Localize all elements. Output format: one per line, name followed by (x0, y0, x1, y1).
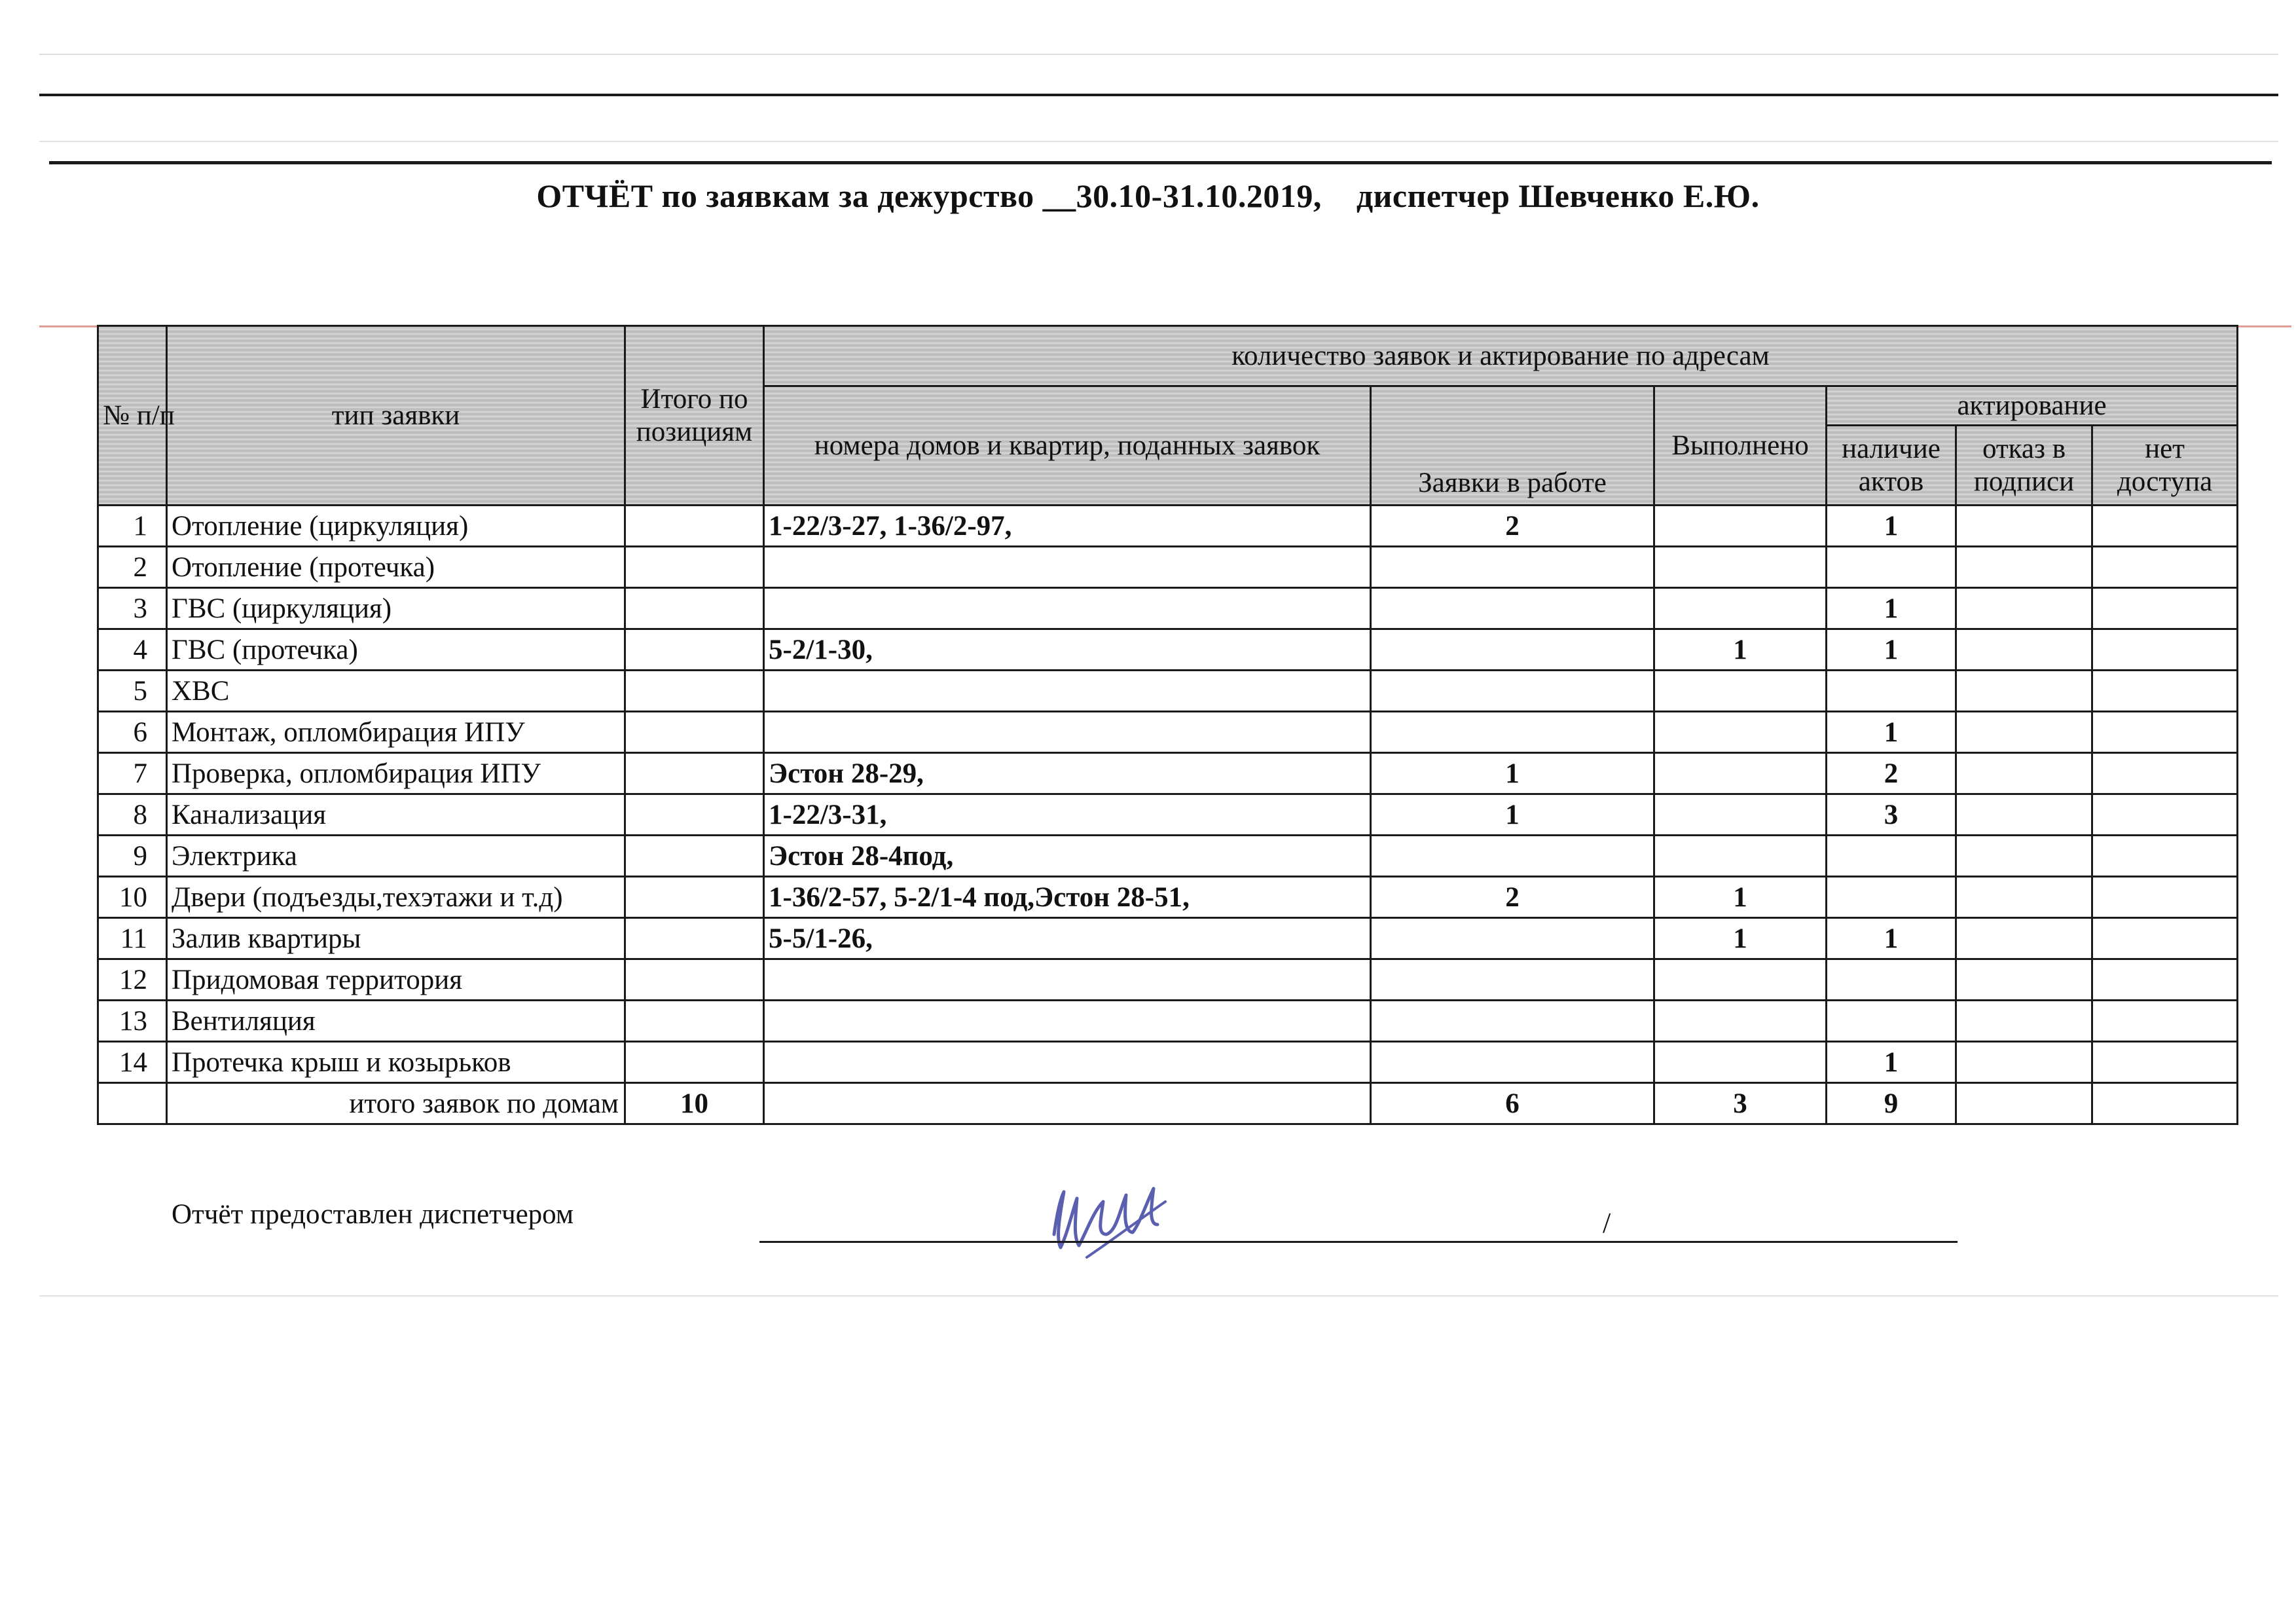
row-no-access (2092, 671, 2238, 712)
row-no-access (2092, 836, 2238, 877)
title-dispatcher: диспетчер Шевченко Е.Ю. (1356, 177, 1760, 214)
row-type: Отопление (циркуляция) (167, 506, 625, 547)
row-done (1654, 753, 1827, 794)
row-refused (1956, 794, 2092, 836)
row-no-access (2092, 712, 2238, 753)
row-total (625, 1001, 764, 1042)
row-total (625, 794, 764, 836)
totals-in-work: 6 (1371, 1083, 1654, 1124)
row-addresses: Эстон 28-29, (764, 753, 1371, 794)
row-type: Вентиляция (167, 1001, 625, 1042)
row-done (1654, 1042, 1827, 1083)
row-in-work (1371, 712, 1654, 753)
table-row (98, 1001, 2238, 1042)
row-done (1654, 836, 1827, 877)
row-total (625, 959, 764, 1001)
totals-no-access-empty (2092, 1083, 2238, 1124)
table-row (98, 836, 2238, 877)
row-addresses (764, 1001, 1371, 1042)
row-in-work (1371, 547, 1654, 588)
table-row (98, 506, 2238, 547)
header-acts-present: наличие актов (1827, 426, 1956, 506)
row-done: 1 (1654, 918, 1827, 959)
row-acts (1827, 959, 1956, 1001)
row-addresses: 5-2/1-30, (764, 629, 1371, 671)
row-type: ГВС (протечка) (167, 629, 625, 671)
row-addresses: 1-22/3-31, (764, 794, 1371, 836)
row-num: 2 (98, 547, 167, 588)
row-refused (1956, 959, 2092, 1001)
row-no-access (2092, 629, 2238, 671)
row-refused (1956, 506, 2092, 547)
row-refused (1956, 629, 2092, 671)
row-addresses (764, 1042, 1371, 1083)
row-in-work (1371, 918, 1654, 959)
report-table (97, 325, 2238, 1125)
row-acts (1827, 1001, 1956, 1042)
row-addresses (764, 712, 1371, 753)
title-period: __30.10-31.10.2019, (1042, 177, 1322, 214)
row-in-work (1371, 1042, 1654, 1083)
row-addresses (764, 547, 1371, 588)
row-in-work (1371, 1001, 1654, 1042)
row-acts: 1 (1827, 506, 1956, 547)
row-done: 1 (1654, 877, 1827, 918)
totals-row (98, 1083, 2238, 1124)
row-done (1654, 794, 1827, 836)
top-rule-2 (49, 161, 2272, 164)
row-type: ГВС (циркуляция) (167, 588, 625, 629)
row-in-work: 1 (1371, 794, 1654, 836)
row-acts (1827, 671, 1956, 712)
row-type: Электрика (167, 836, 625, 877)
row-refused (1956, 712, 2092, 753)
header-group: количество заявок и актирование по адресам (764, 326, 2238, 386)
signature-line (759, 1241, 1958, 1243)
totals-num-empty (98, 1083, 167, 1124)
row-addresses: 1-22/3-27, 1-36/2-97, (764, 506, 1371, 547)
row-total (625, 836, 764, 877)
table-row (98, 1042, 2238, 1083)
row-no-access (2092, 959, 2238, 1001)
row-in-work: 2 (1371, 506, 1654, 547)
scan-artifact (39, 141, 2278, 142)
row-done (1654, 588, 1827, 629)
row-total (625, 1042, 764, 1083)
row-refused (1956, 1001, 2092, 1042)
row-refused (1956, 836, 2092, 877)
row-acts: 1 (1827, 629, 1956, 671)
title-prefix: ОТЧЁТ по заявкам за дежурство (536, 177, 1034, 214)
row-in-work (1371, 671, 1654, 712)
row-total (625, 877, 764, 918)
row-total (625, 671, 764, 712)
row-in-work (1371, 588, 1654, 629)
header-refused: отказ в подписи (1956, 426, 2092, 506)
row-addresses (764, 959, 1371, 1001)
header-no-access: нет доступа (2092, 426, 2238, 506)
row-num: 5 (98, 671, 167, 712)
totals-acts: 9 (1827, 1083, 1956, 1124)
row-no-access (2092, 794, 2238, 836)
scan-artifact (39, 54, 2278, 55)
table-row (98, 712, 2238, 753)
row-type: Придомовая территория (167, 959, 625, 1001)
row-num: 14 (98, 1042, 167, 1083)
row-no-access (2092, 588, 2238, 629)
scan-artifact (39, 1295, 2278, 1297)
table-row (98, 918, 2238, 959)
totals-refused-empty (1956, 1083, 2092, 1124)
row-num: 9 (98, 836, 167, 877)
row-type: Залив квартиры (167, 918, 625, 959)
row-num: 11 (98, 918, 167, 959)
row-type: Отопление (протечка) (167, 547, 625, 588)
row-total (625, 753, 764, 794)
row-total (625, 918, 764, 959)
row-acts: 2 (1827, 753, 1956, 794)
row-addresses: Эстон 28-4под, (764, 836, 1371, 877)
table-row (98, 588, 2238, 629)
row-refused (1956, 1042, 2092, 1083)
row-refused (1956, 753, 2092, 794)
table-row (98, 753, 2238, 794)
row-in-work: 2 (1371, 877, 1654, 918)
row-total (625, 547, 764, 588)
row-done (1654, 671, 1827, 712)
row-num: 13 (98, 1001, 167, 1042)
table-row (98, 877, 2238, 918)
row-addresses (764, 671, 1371, 712)
header-total: Итого по позициям (625, 326, 764, 506)
row-num: 3 (98, 588, 167, 629)
row-in-work: 1 (1371, 753, 1654, 794)
header-in-work: Заявки в работе (1371, 386, 1654, 506)
row-acts: 1 (1827, 588, 1956, 629)
row-refused (1956, 918, 2092, 959)
row-no-access (2092, 877, 2238, 918)
totals-done: 3 (1654, 1083, 1827, 1124)
row-acts (1827, 877, 1956, 918)
row-num: 10 (98, 877, 167, 918)
table-row (98, 794, 2238, 836)
row-done (1654, 547, 1827, 588)
row-acts: 1 (1827, 712, 1956, 753)
signature-icon (1041, 1172, 1178, 1270)
row-acts: 1 (1827, 918, 1956, 959)
header-type: тип заявки (167, 326, 625, 506)
row-num: 1 (98, 506, 167, 547)
row-in-work (1371, 959, 1654, 1001)
row-done (1654, 959, 1827, 1001)
footer-label: Отчёт предоставлен диспетчером (172, 1199, 574, 1230)
row-in-work (1371, 836, 1654, 877)
table-row (98, 671, 2238, 712)
header-num: № п/п (98, 326, 167, 506)
row-total (625, 629, 764, 671)
row-type: Канализация (167, 794, 625, 836)
top-rule-1 (39, 94, 2278, 96)
totals-addresses-empty (764, 1083, 1371, 1124)
totals-total: 10 (625, 1083, 764, 1124)
totals-label: итого заявок по домам (167, 1083, 625, 1124)
header-done: Выполнено (1654, 386, 1827, 506)
row-type: Монтаж, опломбирация ИПУ (167, 712, 625, 753)
row-num: 7 (98, 753, 167, 794)
row-total (625, 712, 764, 753)
row-num: 6 (98, 712, 167, 753)
row-type: Протечка крыш и козырьков (167, 1042, 625, 1083)
row-done (1654, 1001, 1827, 1042)
header-addresses: номера домов и квартир, поданных заявок (764, 386, 1371, 506)
row-done: 1 (1654, 629, 1827, 671)
row-refused (1956, 877, 2092, 918)
row-no-access (2092, 1042, 2238, 1083)
row-no-access (2092, 918, 2238, 959)
row-acts (1827, 547, 1956, 588)
row-total (625, 588, 764, 629)
header-acts-group: актирование (1827, 386, 2238, 426)
row-type: Двери (подъезды,техэтажи и т.д) (167, 877, 625, 918)
row-no-access (2092, 547, 2238, 588)
row-refused (1956, 671, 2092, 712)
row-num: 8 (98, 794, 167, 836)
table-row (98, 959, 2238, 1001)
row-addresses: 5-5/1-26, (764, 918, 1371, 959)
report-title (0, 177, 2296, 215)
row-acts: 3 (1827, 794, 1956, 836)
row-done (1654, 712, 1827, 753)
row-addresses: 1-36/2-57, 5-2/1-4 под,Эстон 28-51, (764, 877, 1371, 918)
row-type: ХВС (167, 671, 625, 712)
row-refused (1956, 588, 2092, 629)
row-acts (1827, 836, 1956, 877)
row-refused (1956, 547, 2092, 588)
signature-slash: / (1603, 1207, 1611, 1239)
row-no-access (2092, 506, 2238, 547)
row-done (1654, 506, 1827, 547)
row-acts: 1 (1827, 1042, 1956, 1083)
row-no-access (2092, 753, 2238, 794)
row-total (625, 506, 764, 547)
row-in-work (1371, 629, 1654, 671)
row-num: 4 (98, 629, 167, 671)
table-row (98, 629, 2238, 671)
row-num: 12 (98, 959, 167, 1001)
table-row (98, 547, 2238, 588)
row-addresses (764, 588, 1371, 629)
row-no-access (2092, 1001, 2238, 1042)
row-type: Проверка, опломбирация ИПУ (167, 753, 625, 794)
